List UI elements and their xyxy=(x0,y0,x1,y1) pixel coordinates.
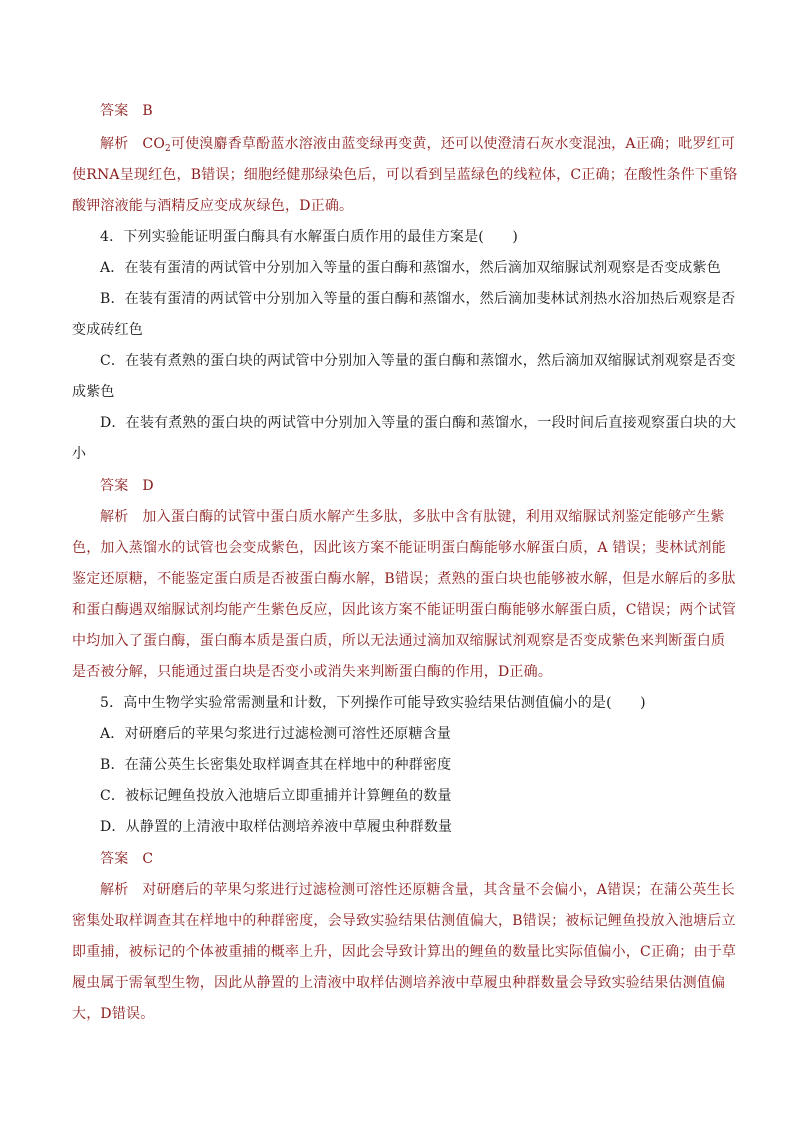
answer-line-q3: 答案 B xyxy=(100,103,153,119)
question-4-option-a: A．在装有蛋清的两试管中分别加入等量的蛋白酶和蒸馏水，然后滴加双缩脲试剂观察是否变成紫色 xyxy=(100,260,721,276)
explanation-q3-line2: 使RNA呈现红色，B错误；细胞经健那绿染色后，可以看到呈蓝绿色的线粒体，C正确；在酸性条件下重铬 xyxy=(72,167,738,183)
question-4-option-c-line2: 成紫色 xyxy=(72,384,115,400)
explanation-q3-line1: 解析 $CO_2$可使溴麝香草酚蓝水溶液由蓝变绿再变黄，还可以使澄清石灰水变混浊，A正确；吡罗红可 xyxy=(100,136,736,154)
explanation-q4-line5: 中均加入了蛋白酶，蛋白酶本质是蛋白质，所以无法通过滴加双缩脲试剂观察是否变成紫色来判断蛋白质 xyxy=(72,633,726,649)
question-5-option-b: B．在蒲公英生长密集处取样调查其在样地中的种群密度 xyxy=(100,757,452,773)
explanation-q5-line5: 大，D错误。 xyxy=(72,1006,155,1022)
explanation-q4-line3: 鉴定还原糖，不能鉴定蛋白质是否被蛋白酶水解，B错误；煮熟的蛋白块也能够被水解，但是水解后的多肽 xyxy=(72,571,736,587)
question-4-option-c-line1: C．在装有煮熟的蛋白块的两试管中分别加入等量的蛋白酶和蒸馏水，然后滴加双缩脲试剂观察是否变 xyxy=(100,353,736,369)
question-4-option-b-line2: 变成砖红色 xyxy=(72,322,143,338)
explanation-q3-line3: 酸钾溶液能与酒精反应变成灰绿色，D正确。 xyxy=(72,198,354,214)
question-5-option-c: C．被标记鲤鱼投放入池塘后立即重捕并计算鲤鱼的数量 xyxy=(100,788,452,804)
answer-line-q4: 答案 D xyxy=(100,478,154,494)
question-5-option-a: A．对研磨后的苹果匀浆进行过滤检测可溶性还原糖含量 xyxy=(100,726,452,742)
explanation-q4-line4: 和蛋白酶遇双缩脲试剂均能产生紫色反应，因此该方案不能证明蛋白酶能够水解蛋白质，C错误；两个试管 xyxy=(72,602,737,618)
explanation-q5-line2: 密集处取样调查其在样地中的种群密度，会导致实验结果估测值偏大，B错误；被标记鲤鱼投放入池塘后立 xyxy=(72,913,736,929)
question-4-option-d-line1: D．在装有煮熟的蛋白块的两试管中分别加入等量的蛋白酶和蒸馏水，一段时间后直接观察蛋白块的大 xyxy=(100,415,737,431)
question-5-option-d: D．从静置的上清液中取样估测培养液中草履虫种群数量 xyxy=(100,819,453,835)
question-5-stem: 5．高中生物学实验常需测量和计数，下列操作可能导致实验结果估测值偏小的是( ) xyxy=(100,695,646,711)
explanation-q5-line1: 解析 对研磨后的苹果匀浆进行过滤检测可溶性还原糖含量，其含量不会偏小，A错误；在蒲公英生长 xyxy=(100,882,735,898)
explanation-q4-line2: 色，加入蒸馏水的试管也会变成紫色，因此该方案不能证明蛋白酶能够水解蛋白质，A 错误；斐林试剂能 xyxy=(72,540,726,556)
question-4-option-d-line2: 小 xyxy=(72,446,87,462)
question-4-option-b-line1: B．在装有蛋清的两试管中分别加入等量的蛋白酶和蒸馏水，然后滴加斐林试剂热水浴加热后观察是否 xyxy=(100,291,736,307)
explanation-q5-line3: 即重捕，被标记的个体被重捕的概率上升，因此会导致计算出的鲤鱼的数量比实际值偏小，C正确；由于草 xyxy=(72,944,737,960)
explanation-q5-line4: 履虫属于需氧型生物，因此从静置的上清液中取样估测培养液中草履虫种群数量会导致实验结果估测值偏 xyxy=(72,975,726,991)
question-4-stem: 4．下列实验能证明蛋白酶具有水解蛋白质作用的最佳方案是( ) xyxy=(100,229,519,245)
answer-line-q5: 答案 C xyxy=(100,851,154,867)
explanation-q4-line6: 是否被分解，只能通过蛋白块是否变小或消失来判断蛋白酶的作用，D正确。 xyxy=(72,664,553,680)
explanation-q4-line1: 解析 加入蛋白酶的试管中蛋白质水解产生多肽，多肽中含有肽键，利用双缩脲试剂鉴定能够产生紫 xyxy=(100,509,725,525)
